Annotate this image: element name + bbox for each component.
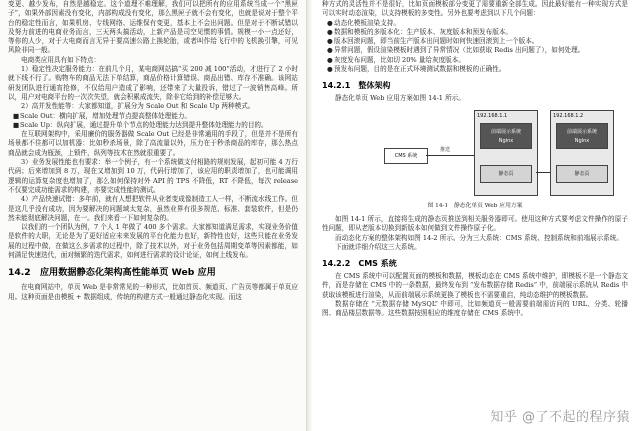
paragraph: 3）业务发展性能也有要求：举一个例子，有一个系统做支付相路的规则发展，起初可能 4 万行代码；后来增加到 8 万，现在又增加到 10 万，代码行增加了，该应用的职责增加了，也可能调用逻辑的运算复杂度也增加了，那么如何保持对外 API 的 TPS 不降低，RT 不降低，每次 release 不仅要完成功能需求的构建，亦要完成性能的测试。 <box>8 158 298 194</box>
static-page-box: 静态页 <box>480 165 532 183</box>
list-item: ●灰度发布问题，比如切 20% 量给灰度版本。 <box>327 55 465 64</box>
paragraph: 种方式的灵活性并不是很好，比如页面模板部分变更了需要重新全部生成。因此最好能有一种实现方式是可以实时动态渲染，以支持模板的多变性。另外也要考虑到以下几个问题： <box>322 0 628 18</box>
list-item: ●异常问题，假设渲染模板时遇到了异常情况（比如获取 Redis 出问题了），如何处理。 <box>327 46 585 55</box>
paragraph: 变更、越少发布，自然是越稳定。这个道理不难理解，我们可以把所有的应用系统当成一个“黑匣子”，如果外部因素没有变化，内部构成没有变化，那么黑匣子就不会有变化，也就是说对于整个平台的稳定性而言，如果机房、专线网络、运维保有变更，基本上不会出问题。但是对于不断试错以及努力前进的电商业务而言，三天两头搞活动，上新产品是司空见惯的事情。规模一小一点还好，等你的人少，对于大电商而言无异于要高速公路上换轮胎，或者叫作给飞行中的飞机换引擎，可见风险非同一般。 <box>8 0 298 55</box>
section-heading: 14.2 应用数据静态化架构高性能单页 Web 应用 <box>8 267 216 279</box>
list-item: ●动态化模板渲染支持。 <box>327 18 400 27</box>
paragraph: 1）稳定性决定服务能力：在前几个月，某电商网站搞“买 200 减 100”活动，才进行了 2 小时就下线不行了。购物车的商品无法下单结算，商品价格计算错误、商品出错、库存不准确。该网站研发团队进行通宵抢修，不仅给用户造成了影响，还带来了大量投诉，错过了一波销售高峰。所以，用户对电商平台的一次次失望，就会积累成流失，除非它给到的补偿足够大。 <box>8 65 298 101</box>
paragraph: 电商类应用具有如下特点： <box>21 55 101 64</box>
cms-system-box: CMS 系统 <box>384 148 428 164</box>
bullet-icon: ● <box>327 46 333 55</box>
right-page <box>312 0 640 431</box>
list-item: ●预发布问题，目的是在正式环境测试数据和模板的正确性。 <box>327 65 506 74</box>
bullet-icon: ● <box>327 37 333 46</box>
paragraph: 以我们的一个团队为例，7 个人 1 年做了 400 多个需求。大家都知道满足需求，实现业务价值是软件的大职，无论是为了更好适应未来发展的平台化能力也好，新特性也好，这些只能在业务发展的过程中做，在做这么多需求的过程中，除了技术以外，对于业务包括周期变革等因素都能，如何满足快速迭代，面对频繁的迭代需求，如何进行需求的设计论证，如何上线发布。 <box>8 223 298 260</box>
server-ip-2: 192.168.1.2 <box>553 112 584 119</box>
bullet-icon: ● <box>327 27 333 36</box>
subsection-heading: 14.2.1 整体架构 <box>322 81 391 91</box>
paragraph: 数据存储在 “元数据存储 MySQL” 中即可，比如频道页一般需要前端需访问的 URL、分类、轮播图、商品楼层数据等。这些数据按照相应的维度存储在 CMS 系统中。 <box>322 300 628 318</box>
paragraph: 静态化单页 Web 应用方案如图 14-1 所示。 <box>335 94 465 103</box>
paragraph: 而动态化方案的整体架构如图 14-2 所示。分为三大系统：CMS 系统、控制系统和前端展示系统。 <box>335 233 623 242</box>
static-page-box: 静态页 <box>556 165 608 183</box>
bullet-icon: ● <box>327 65 333 74</box>
bullet-icon: ● <box>327 55 333 64</box>
paragraph: 4）产品快速试错：多年前，就有人想把软件从业者变成像制造工人一样，不断流水线工作。但是这几乎没有成功，因为要解决的问题域太复杂，虽然业界有很多规范、标准、套装软件，但是仍然未能彻底解决问题，在一。我们来看一下如何复杂的。 <box>8 195 298 222</box>
left-page <box>0 0 306 431</box>
paragraph: 在 CMS 系统中可以配置页面的模板和数据，模板动态在 CMS 系统中维护，即模板不是一个静态文件，而是存储在 CMS 中的一条数据，最终发布到 “发布数据存储 Redis” 中，前端展示系统从 Redis 中获取该模板进行渲染，从而前端展示系统更换了模板也不需要重启，纯动态维护的模板数据。 <box>322 272 628 299</box>
list-item: ●版本回滚问题，即当前生产版本出问题时如何快速回滚到上一个版本。 <box>327 37 539 46</box>
server-group-2 <box>550 110 614 196</box>
server-group-1 <box>474 110 538 196</box>
paragraph: 2）高并发性能等：大家都知道，扩展分为 Scale Out 和 Scale Up 两种模式。 <box>21 102 255 111</box>
right-page-text <box>322 0 628 319</box>
server-ip-1: 192.168.1.1 <box>477 112 508 119</box>
push-label: 推送 <box>440 146 451 153</box>
figure-caption: 图 14-1 静态化单页 Web 应用方案 <box>427 202 523 209</box>
connector-line <box>536 172 550 173</box>
list-item: ■Scale Out：横向扩展，增加处理节点提高整体处理能力。 <box>13 111 192 120</box>
front-display-box: 前端展示系统 Nginx <box>556 123 608 149</box>
front-display-box: 前端展示系统 Nginx <box>480 123 532 149</box>
bullet-icon: ■ <box>13 120 20 129</box>
architecture-figure <box>322 108 628 200</box>
bullet-icon: ■ <box>13 111 20 120</box>
paragraph: 在互联网架构中，采用廉价的服务器做 Scale Out 已经是非常通用的手段了，但是并不是所有场景都不住都可以加机器：比如秒杀场景，除了高流量以外，压力在于秒杀商品的库存，那么热点商品就会成为瓶颈，上锁件，纵列等技术在然就很重要了。 <box>8 130 298 157</box>
bullet-icon: ● <box>327 18 333 27</box>
left-page-text <box>8 0 298 302</box>
bullet-list <box>322 19 628 75</box>
list-item: ●数据和模板的多版本化：生产版本、灰度版本和预发布版本。 <box>327 27 513 36</box>
watermark: 知乎 @了不起的程序猿 <box>490 410 630 425</box>
paragraph: 下面就详细介绍这三大系统。 <box>335 242 421 251</box>
paragraph: 如图 14-1 所示，直接将生成的静态页推送到相关服务器即可。使用这种方式要考虑文件操作的原子性问题，即从老版本切换到新版本如何做到文件操作原子化。 <box>322 214 628 233</box>
subsection-heading: 14.2.2 CMS 系统 <box>322 259 397 269</box>
list-item: ■Scale Up：纵向扩展，通过提升单个节点的处理能力达到提升整体处理能力的目的。 <box>13 120 268 129</box>
paragraph: 在电商网站中，单页 Web 是非常常见的一种形式，比如首页、频道页、广告页等都属于单页应用。这种页面是由模板 + 数据组成，传统的构建方式一般通过静态化实现。而这 <box>8 283 298 301</box>
